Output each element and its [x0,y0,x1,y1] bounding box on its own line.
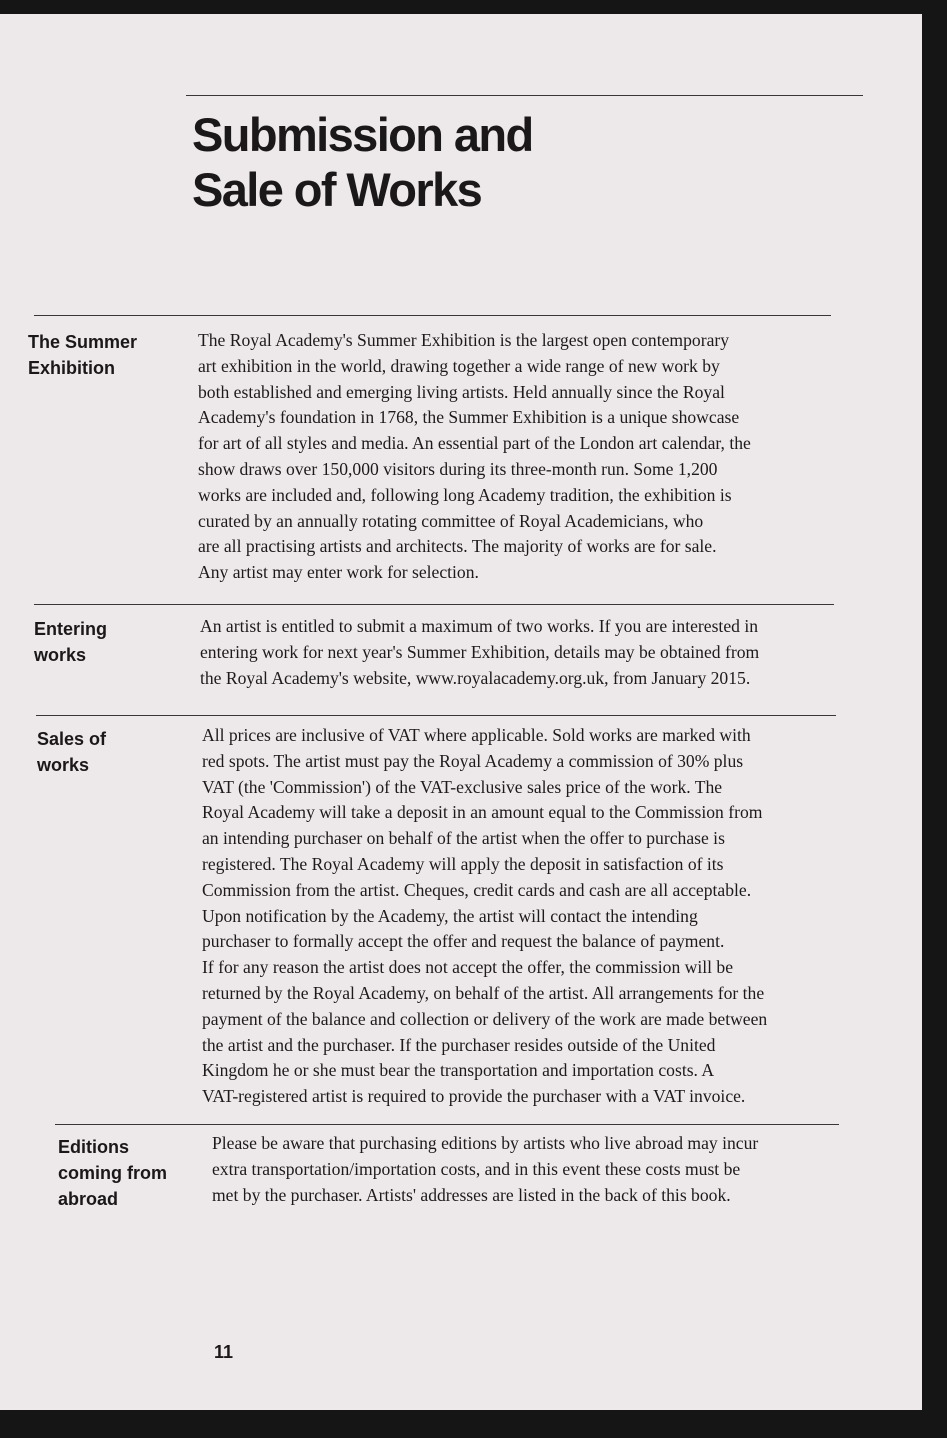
section-label-entering-works [34,616,107,668]
section-body-editions-abroad [212,1131,758,1208]
page-title [192,107,533,217]
body-line: an intending purchaser on behalf of the artist when the offer to purchase is [202,828,725,849]
label-line: The Summer [28,332,138,352]
book-page [0,14,922,1410]
section-body-summer-exhibition [198,328,751,586]
body-line: Royal Academy will take a deposit in an amount equal to the Commission from [202,802,763,823]
body-line: red spots. The artist must pay the Royal Academy a commission of 30% plus [202,750,744,771]
label-line: abroad [58,1189,119,1209]
body-line: extra transportation/importation costs, and in this event these costs must be [212,1158,741,1179]
body-line: If for any reason the artist does not accept the offer, the commission will be [202,957,734,978]
body-line: VAT (the 'Commission') of the VAT-exclusive sales price of the work. The [202,776,723,797]
body-line: art exhibition in the world, drawing together a wide range of new work by [198,355,720,376]
body-line: purchaser to formally accept the offer and request the balance of payment. [202,931,725,952]
body-line: both established and emerging living artists. Held annually since the Royal [198,381,725,402]
body-line: Please be aware that purchasing editions by artists who live abroad may incur [212,1133,759,1153]
body-line: returned by the Royal Academy, on behalf of the artist. All arrangements for the [202,982,765,1003]
body-line: Commission from the artist. Cheques, credit cards and cash are all acceptable. [202,879,752,900]
section-divider [36,715,836,716]
title-line: Sale of Works [192,163,482,216]
body-line: Upon notification by the Academy, the artist will contact the intending [202,905,698,926]
body-line: the Royal Academy's website, www.royalacademy.org.uk, from January 2015. [200,667,751,688]
section-label-summer-exhibition [28,329,137,381]
section-body-sales-of-works [202,723,767,1110]
label-line: Exhibition [28,358,115,378]
section-divider [34,604,834,605]
label-line: Sales of [37,729,107,749]
body-line: the artist and the purchaser. If the purchaser resides outside of the United [202,1034,716,1055]
title-line: Submission and [192,108,533,161]
body-line: All prices are inclusive of VAT where applicable. Sold works are marked with [202,725,751,745]
body-line: The Royal Academy's Summer Exhibition is the largest open contemporary [198,330,730,350]
label-line: coming from [58,1163,168,1183]
section-divider [55,1124,839,1125]
body-line: works are included and, following long Academy tradition, the exhibition is [198,484,732,505]
body-line: VAT-registered artist is required to provide the purchaser with a VAT invoice. [202,1086,746,1107]
section-label-editions-abroad [58,1134,167,1212]
body-line: are all practising artists and architects. The majority of works are for sale. [198,536,717,557]
label-line: Editions [58,1137,129,1157]
label-line: works [37,755,90,775]
body-line: payment of the balance and collection or delivery of the work are made between [202,1008,768,1029]
section-divider [34,315,831,316]
body-line: for art of all styles and media. An essential part of the London art calendar, the [198,433,751,454]
body-line: show draws over 150,000 visitors during its three-month run. Some 1,200 [198,458,718,479]
body-line: Academy's foundation in 1768, the Summer Exhibition is a unique showcase [198,407,740,428]
body-line: Any artist may enter work for selection. [198,562,479,583]
top-rule [186,95,863,96]
label-line: works [34,645,87,665]
section-body-entering-works [200,614,759,691]
body-line: An artist is entitled to submit a maximum of two works. If you are interested in [200,616,759,636]
body-line: curated by an annually rotating committee of Royal Academicians, who [198,510,704,531]
label-line: Entering [34,619,108,639]
section-label-sales-of-works [37,726,106,778]
page-number: 11 [214,1342,234,1362]
body-line: registered. The Royal Academy will apply the deposit in satisfaction of its [202,853,724,874]
body-line: Kingdom he or she must bear the transportation and importation costs. A [202,1060,715,1081]
body-line: entering work for next year's Summer Exhibition, details may be obtained from [200,641,760,662]
body-line: met by the purchaser. Artists' addresses are listed in the back of this book. [212,1184,731,1205]
